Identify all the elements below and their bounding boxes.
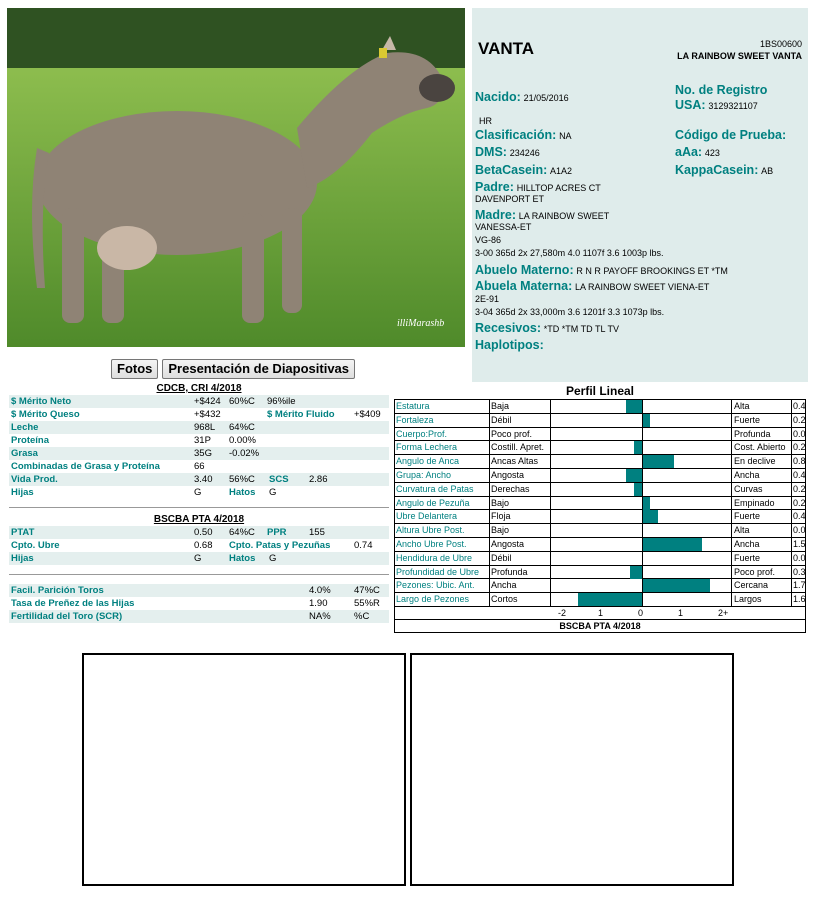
dam-line1[interactable]: LA RAINBOW SWEET [518,211,610,221]
reg-usa-label: USA: [675,98,706,112]
profile-value: 1.7 [793,580,806,591]
dpr-rel: 55%R [354,598,380,609]
profile-zero-line [642,538,643,551]
mgs-label: Abuelo Materno: [475,263,574,277]
scr-label: Fertilidad del Toro (SCR) [11,611,123,622]
profile-value: 0.2 [793,442,806,453]
profile-high-label: Fuerte [734,511,761,522]
profile-zero-line [642,552,643,565]
recessives-label: Recesivos: [475,321,542,335]
profile-zero-line [642,579,643,592]
profile-row [395,469,805,483]
profile-low-label: Derechas [489,483,549,497]
profile-zero-line [642,441,643,454]
profile-high-label: En declive [734,456,776,467]
fluid-merit-label: $ Mérito Fluido [267,409,335,420]
dam-label: Madre: [475,208,516,222]
profile-low-label: Angosta [489,469,549,483]
profile-bar [578,593,642,606]
profile-footer: BSCBA PTA 4/2018 [559,620,641,631]
profile-high-label: Alta [734,401,750,411]
profile-row [395,579,805,593]
profile-high-label: Poco prof. [734,566,776,577]
profile-bar-area [550,483,732,497]
profile-zero-line [642,593,643,606]
profile-row [395,441,805,455]
bscba-daughters-value: G [194,553,202,564]
milk-value: 968L [194,422,216,433]
fluid-merit-value: +$409 [354,409,381,420]
profile-high-label: Fuerte [734,552,761,563]
profile-zero-line [642,483,643,496]
herds-label: Hatos [229,487,256,498]
profile-bar [642,414,650,427]
profile-trait[interactable]: Angulo de Pezuña [396,497,470,508]
flc-value: 0.74 [354,540,373,551]
udc-label: Cpto. Ubre [11,540,60,551]
profile-trait[interactable]: Hendidura de Ubre [396,552,473,563]
profile-trait[interactable]: Angulo de Anca [396,456,460,467]
beta-value: A1A2 [550,166,573,176]
profile-high-label: Curvas [734,483,763,494]
profile-row [395,455,805,469]
profile-zero-line [642,428,643,441]
profile-bar [630,566,642,579]
mgd-score: 2E-91 [475,294,500,304]
net-merit-value: +$424 [194,396,221,407]
net-merit-label: $ Mérito Neto [11,396,72,407]
profile-bar-area [550,524,732,538]
prod-life-rel: 56%C [229,474,255,485]
ptat-label: PTAT [11,527,35,538]
animal-code: 1BS00600 [759,39,802,49]
profile-low-label: Bajo [489,524,549,538]
aaa-label: aAa: [675,145,703,159]
profile-value: 0.8 [793,456,806,467]
profile-high-label: Ancha [734,538,760,549]
cfp-label: Combinadas de Grasa y Proteína [11,461,160,472]
profile-bar-area [550,593,732,607]
genetic-traits-panel [9,383,389,623]
profile-zero-line [642,524,643,537]
profile-row [395,428,805,442]
bscba-herds-value: G [269,553,277,564]
daughters-value: G [194,487,202,498]
axis-tick-label: 1 [598,607,604,618]
profile-bar-area [550,455,732,469]
net-merit-pct: 96%ile [267,396,296,407]
profile-bar [642,455,674,468]
animal-name: VANTA [478,39,535,58]
profile-zero-line [642,469,643,482]
class-label: Clasificación: [475,128,557,142]
fat-value: 35G [194,448,212,459]
profile-bar-area [550,579,732,593]
profile-low-label: Floja [489,510,549,524]
mgd-value[interactable]: LA RAINBOW SWEET VIENA-ET [575,282,710,292]
mgd-record: 3-04 365d 2x 33,000m 3.6 1201f 3.3 1073p lbs. [475,307,665,317]
scr-value: NA% [309,611,331,622]
profile-high-label: Profunda [734,428,771,439]
profile-value: 1.5 [793,538,806,549]
profile-bar-area [550,428,732,442]
profile-low-label: Cortos [489,593,549,607]
ppr-value: 155 [309,527,325,538]
sire-calving-rel: 47%C [354,585,380,596]
photo-watermark: illiMarashb [397,318,445,329]
profile-bar [642,579,710,592]
dam-record: 3-00 365d 2x 27,580m 4.0 1107f 3.6 1003p lbs. [475,248,664,258]
photos-button[interactable]: Fotos [111,359,158,379]
sire-line1[interactable]: HILLTOP ACRES CT [516,183,601,193]
bscba-herds-label: Hatos [229,553,256,564]
profile-trait[interactable]: Pezones: Ubic. Ant. [396,580,475,591]
profile-low-label: Ancas Altas [489,455,549,469]
profile-bar-area [550,400,732,414]
profile-trait[interactable]: Curvatura de Patas [396,483,474,494]
profile-value: 0.0 [793,428,806,439]
profile-high-label: Cost. Abierto [734,442,786,453]
profile-zero-line [642,414,643,427]
test-code-label: Código de Prueba: [675,128,787,142]
profile-bar [642,510,658,523]
profile-bar [634,483,642,496]
hr-value: HR [479,116,492,126]
sire-calving-label: Facil. Parición Toros [11,585,104,596]
ptat-rel: 64%C [229,527,255,538]
dms-value: 234246 [509,148,540,158]
axis-tick-label: 1 [678,607,684,618]
cdcb-title: CDCB, CRI 4/2018 [156,383,242,394]
mgs-value[interactable]: R N R PAYOFF BROOKINGS ET *TM [576,266,728,276]
profile-axis [395,607,805,620]
profile-low-label: Débil [489,414,549,428]
profile-bar [626,469,642,482]
profile-trait[interactable]: Altura Ubre Post. [396,525,465,536]
profile-low-label: Costill. Apret. [489,441,549,455]
dpr-label: Tasa de Preñez de las Hijas [11,598,135,609]
empty-box-left [82,653,406,886]
profile-row [395,414,805,428]
profile-zero-line [642,566,643,579]
profile-bar [634,441,642,454]
profile-value: 0.2 [793,414,806,425]
profile-low-label: Profunda [489,566,549,580]
axis-tick-label: -2 [558,607,567,618]
profile-low-label: Débil [489,552,549,566]
profile-title: Perfil Lineal [565,384,635,398]
profile-high-label: Largos [734,594,762,605]
profile-value: 0.4 [793,401,806,411]
born-label: Nacido: [475,90,521,104]
profile-low-label: Ancha [489,579,549,593]
sire-calving-value: 4.0% [309,585,331,596]
profile-trait[interactable]: Cuerpo:Prof. [396,428,448,439]
profile-value: 1.6 [793,594,806,605]
sire-label: Padre: [475,180,514,194]
profile-high-label: Cercana [734,580,769,591]
profile-bar-area [550,510,732,524]
profile-trait[interactable]: Estatura [396,401,430,411]
beta-label: BetaCasein: [475,163,548,177]
cfp-value: 66 [194,461,205,472]
profile-trait[interactable]: Largo de Pezones [396,594,470,605]
kappa-value: AB [761,166,774,176]
protein-label: Proteína [11,435,50,446]
profile-bar [626,400,642,413]
profile-zero-line [642,510,643,523]
prod-life-value: 3.40 [194,474,213,485]
scs-value: 2.86 [309,474,328,485]
reg-label: No. de Registro [675,83,768,97]
profile-value: 0.2 [793,497,806,508]
dms-label: DMS: [475,145,507,159]
milk-rel: 64%C [229,422,255,433]
ptat-value: 0.50 [194,527,213,538]
profile-row [395,483,805,497]
axis-tick-label: 2+ [718,607,729,618]
profile-row [395,566,805,580]
protein-pct: 0.00% [229,435,256,446]
profile-low-label: Poco prof. [489,428,549,442]
fat-label: Grasa [11,448,38,459]
profile-high-label: Fuerte [734,414,761,425]
protein-value: 31P [194,435,211,446]
profile-value: 0.3 [793,566,806,577]
cheese-merit-value: +$432 [194,409,221,420]
scr-rel: %C [354,611,370,622]
reg-value: 3129321107 [708,101,758,111]
profile-bar-area [550,538,732,552]
profile-bar [642,538,702,551]
profile-zero-line [642,400,643,413]
daughters-label: Hijas [11,487,34,498]
profile-high-label: Ancha [734,469,760,480]
milk-label: Leche [11,422,39,433]
bscba-title: BSCBA PTA 4/2018 [153,514,245,525]
profile-low-label: Bajo [489,497,549,511]
profile-row [395,400,805,414]
empty-box-right [410,653,734,886]
axis-tick-label: 0 [638,607,644,618]
profile-trait[interactable]: Fortaleza [396,414,434,425]
animal-info-panel [472,8,808,382]
profile-zero-line [642,455,643,468]
haplotypes-label: Haplotipos: [475,338,544,352]
profile-bar-area [550,497,732,511]
linear-profile [394,383,806,633]
profile-value: 0.2 [793,483,806,494]
class-value: NA [559,131,572,141]
profile-value: 0.4 [793,511,806,522]
profile-zero-line [642,497,643,510]
profile-trait[interactable]: Forma Lechera [396,442,458,453]
profile-row [395,593,805,607]
animal-full-name: LA RAINBOW SWEET VANTA [677,51,802,61]
profile-row [395,538,805,552]
profile-trait[interactable]: Grupa: Ancho [396,469,452,480]
fat-pct: -0.02% [229,448,260,459]
profile-row [395,497,805,511]
dam-line2[interactable]: VANESSA-ET [475,222,532,232]
profile-table [394,399,806,633]
profile-value: 0.0 [793,525,806,536]
flc-label: Cpto. Patas y Pezuñas [229,540,331,551]
profile-bar-area [550,566,732,580]
born-value: 21/05/2016 [523,93,569,103]
profile-value: 0.0 [793,552,806,563]
dpr-value: 1.90 [309,598,328,609]
sire-line2[interactable]: DAVENPORT ET [475,194,545,204]
aaa-value: 423 [704,148,720,158]
profile-row [395,524,805,538]
recessives-value: *TD *TM TD TL TV [543,324,619,334]
slideshow-button[interactable]: Presentación de Diapositivas [162,359,355,379]
profile-bar-area [550,414,732,428]
cow-photo[interactable] [7,8,465,347]
profile-bar [642,497,650,510]
profile-low-label: Baja [489,400,549,414]
prod-life-label: Vida Prod. [11,474,58,485]
net-merit-rel: 60%C [229,396,255,407]
profile-row [395,552,805,566]
profile-value: 0.4 [793,469,806,480]
profile-bar-area [550,469,732,483]
profile-high-label: Alta [734,525,750,536]
profile-high-label: Empinado [734,497,775,508]
profile-row [395,510,805,524]
ppr-label: PPR [267,527,287,538]
profile-trait[interactable]: Ubre Delantera [396,511,458,522]
profile-trait[interactable]: Ancho Ubre Post. [396,538,467,549]
scs-label: SCS [269,474,289,485]
profile-bar-area [550,552,732,566]
profile-bar-area [550,441,732,455]
udc-value: 0.68 [194,540,213,551]
cheese-merit-label: $ Mérito Queso [11,409,80,420]
herds-value: G [269,487,277,498]
bscba-daughters-label: Hijas [11,553,34,564]
mgd-label: Abuela Materna: [475,279,573,293]
profile-low-label: Angosta [489,538,549,552]
dam-score: VG-86 [475,235,502,245]
kappa-label: KappaCasein: [675,163,759,177]
profile-trait[interactable]: Profundidad de Ubre [396,566,480,577]
